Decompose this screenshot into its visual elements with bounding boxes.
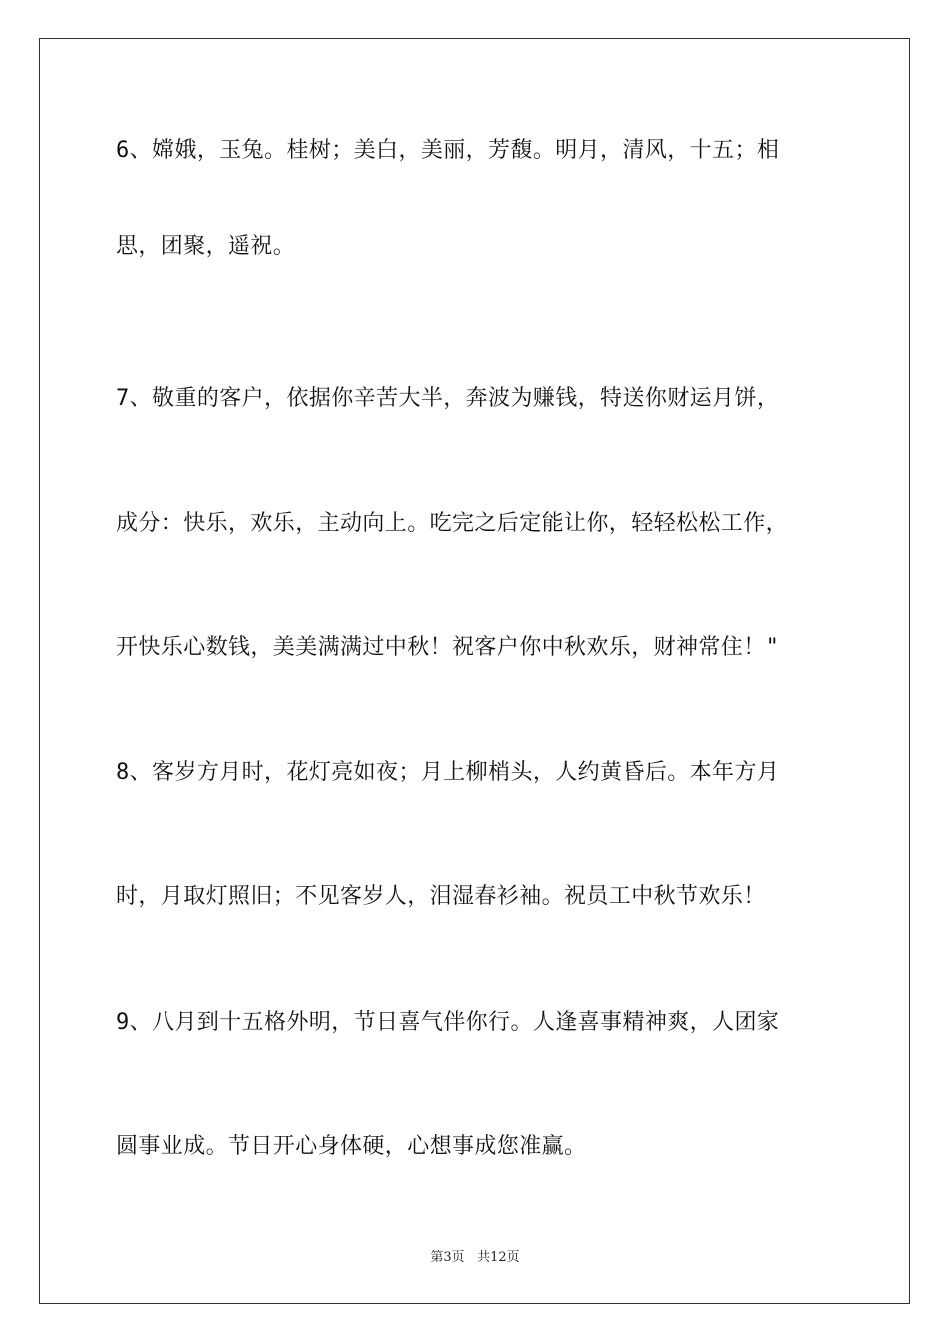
- text-line-9: 圆事业成。节日开心身体硬，心想事成您准赢。: [116, 1134, 587, 1159]
- text-line-7: 时，月取灯照旧；不见客岁人，泪湿春衫袖。祝员工中秋节欢乐！: [116, 884, 766, 909]
- text-line-3: 7、敬重的客户，依据你辛苦大半，奔波为赚钱，特送你财运月饼，: [116, 386, 780, 411]
- text-line-6: 8、客岁方月时，花灯亮如夜；月上柳梢头，人约黄昏后。本年方月: [116, 760, 780, 785]
- text-line-2: 思，团聚，遥祝。: [116, 234, 296, 259]
- page-frame: [39, 38, 910, 1304]
- page-number: 第3页: [430, 1250, 465, 1265]
- page-footer: [0, 1246, 950, 1265]
- text-line-8: 9、八月到十五格外明，节日喜气伴你行。人逢喜事精神爽，人团家: [116, 1010, 780, 1035]
- text-line-5: 开快乐心数钱，美美满满过中秋！祝客户你中秋欢乐，财神常住！": [116, 635, 780, 660]
- page-total: 共12页: [477, 1250, 520, 1265]
- text-line-1: 6、嫦娥，玉兔。桂树；美白，美丽，芳馥。明月，清风，十五；相: [116, 138, 780, 163]
- text-line-4: 成分：快乐，欢乐，主动向上。吃完之后定能让你，轻轻松松工作，: [116, 511, 789, 536]
